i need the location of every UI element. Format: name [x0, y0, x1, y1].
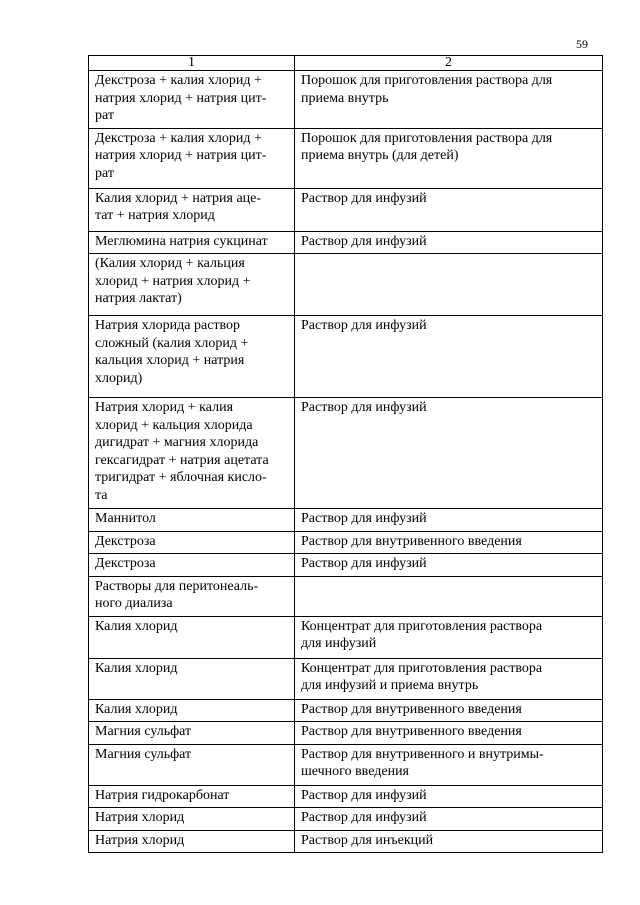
dosage-form-cell: Раствор для инфузий	[295, 231, 603, 254]
table-row	[89, 254, 603, 316]
dosage-form-cell: Порошок для приготовления раствора для приема внутрь (для детей)	[295, 128, 603, 188]
dosage-form-cell: Концентрат для приготовления раствора для инфузий	[295, 616, 603, 658]
dosage-form-cell	[295, 254, 603, 316]
substance-cell: Натрия хлорида раствор сложный (калия хлорид + кальция хлорид + натрия хлорид)	[89, 316, 295, 398]
table-row	[89, 830, 603, 853]
dosage-form-cell: Раствор для внутривенного введения	[295, 531, 603, 554]
page-number: 59	[576, 37, 588, 51]
dosage-form-cell	[295, 576, 603, 616]
dosage-form-cell: Порошок для приготовления раствора для приема внутрь	[295, 71, 603, 129]
dosage-form-cell: Раствор для инфузий	[295, 808, 603, 831]
substance-cell: Натрия гидрокарбонат	[89, 785, 295, 808]
substance-cell: (Калия хлорид + кальция хлорид + натрия хлорид + натрия лактат)	[89, 254, 295, 316]
dosage-form-cell: Раствор для инъекций	[295, 830, 603, 853]
column-header-1: 1	[89, 56, 295, 71]
table-row	[89, 316, 603, 398]
dosage-form-cell: Раствор для инфузий	[295, 785, 603, 808]
dosage-form-cell: Раствор для инфузий	[295, 316, 603, 398]
table-row	[89, 188, 603, 231]
substance-cell: Растворы для перитонеаль- ного диализа	[89, 576, 295, 616]
substance-cell: Декстроза	[89, 531, 295, 554]
dosage-form-cell: Концентрат для приготовления раствора для инфузий и приема внутрь	[295, 658, 603, 699]
table-row	[89, 231, 603, 254]
table-row	[89, 398, 603, 509]
substance-cell: Меглюмина натрия сукцинат	[89, 231, 295, 254]
dosage-form-cell: Раствор для внутривенного введения	[295, 699, 603, 722]
dosage-form-cell: Раствор для инфузий	[295, 509, 603, 532]
table-row	[89, 128, 603, 188]
substance-cell: Калия хлорид	[89, 699, 295, 722]
table-row	[89, 531, 603, 554]
table-row	[89, 785, 603, 808]
substance-cell: Декстроза + калия хлорид + натрия хлорид + натрия цит- рат	[89, 71, 295, 129]
substance-cell: Калия хлорид	[89, 616, 295, 658]
table-row	[89, 616, 603, 658]
table-row	[89, 509, 603, 532]
dosage-form-cell: Раствор для внутривенного введения	[295, 722, 603, 745]
drug-table	[88, 55, 603, 853]
dosage-form-cell: Раствор для инфузий	[295, 188, 603, 231]
substance-cell: Натрия хлорид	[89, 830, 295, 853]
dosage-form-cell: Раствор для инфузий	[295, 554, 603, 577]
substance-cell: Магния сульфат	[89, 744, 295, 785]
table-row	[89, 699, 603, 722]
table-row	[89, 658, 603, 699]
table-row	[89, 722, 603, 745]
substance-cell: Натрия хлорид	[89, 808, 295, 831]
dosage-form-cell: Раствор для внутривенного и внутримы- шечного введения	[295, 744, 603, 785]
table-row	[89, 576, 603, 616]
table-row	[89, 71, 603, 129]
table-header-row	[89, 56, 603, 71]
substance-cell: Маннитол	[89, 509, 295, 532]
substance-cell: Декстроза	[89, 554, 295, 577]
table-row	[89, 554, 603, 577]
column-header-2: 2	[295, 56, 603, 71]
substance-cell: Калия хлорид + натрия аце- тат + натрия хлорид	[89, 188, 295, 231]
dosage-form-cell: Раствор для инфузий	[295, 398, 603, 509]
substance-cell: Калия хлорид	[89, 658, 295, 699]
substance-cell: Натрия хлорид + калия хлорид + кальция хлорида дигидрат + магния хлорида гексагидрат + натрия ацетата тригидрат + яблочная кисло- та	[89, 398, 295, 509]
substance-cell: Магния сульфат	[89, 722, 295, 745]
table-row	[89, 808, 603, 831]
table-row	[89, 744, 603, 785]
substance-cell: Декстроза + калия хлорид + натрия хлорид + натрия цит- рат	[89, 128, 295, 188]
